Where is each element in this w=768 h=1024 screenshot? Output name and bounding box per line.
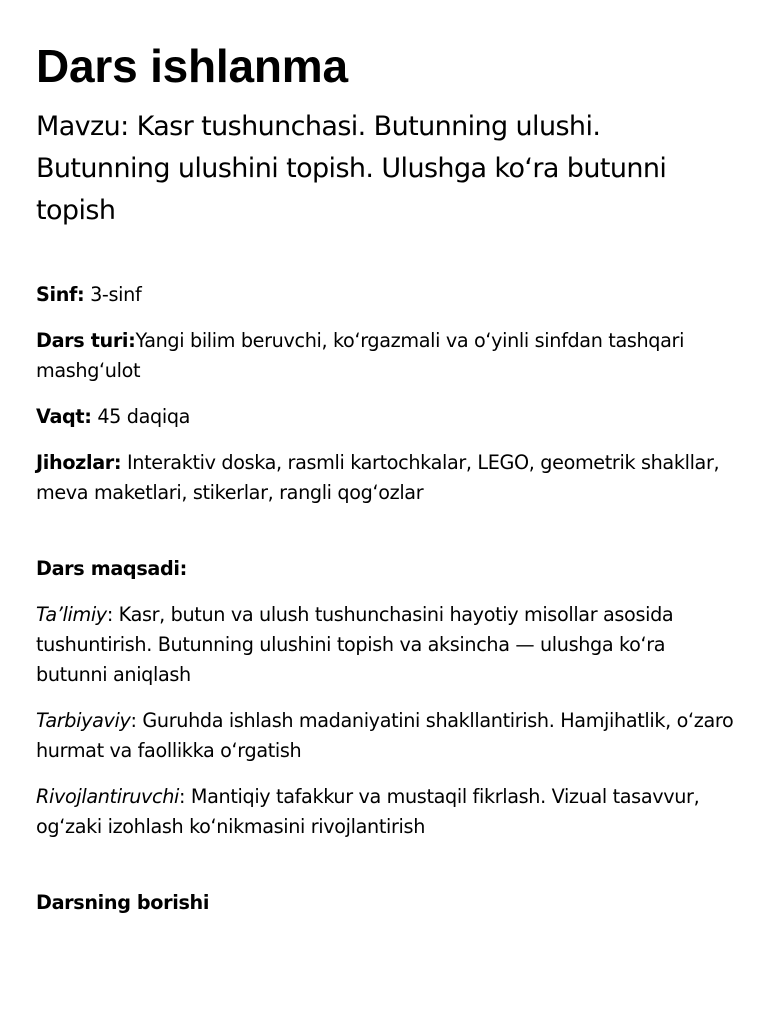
equipment-value: Interaktiv doska, rasmli kartochkalar, LEGO, geometrik shakllar, meva maketlari, stikerlar, rangli qog‘ozlar	[36, 451, 720, 504]
lesson-flow-heading-text: Darsning borishi	[36, 891, 210, 914]
grade-line	[36, 280, 736, 310]
duration-label: Vaqt:	[36, 405, 92, 428]
goals-heading-text: Dars maqsadi:	[36, 557, 187, 580]
page-title: Dars ishlanma	[36, 40, 348, 92]
document-page	[36, 38, 736, 918]
lesson-type-line	[36, 326, 736, 386]
educational-goal	[36, 600, 736, 690]
lesson-type-label: Dars turi:	[36, 329, 136, 352]
duration-value: 45 daqiqa	[91, 405, 191, 428]
grade-value: 3-sinf	[84, 283, 142, 306]
educational-goal-label: Ta’limiy	[36, 603, 107, 626]
grade-label: Sinf:	[36, 283, 85, 306]
educational-goal-text: : Kasr, butun va ulush tushunchasini hayotiy misollar asosida tushuntirish. Butunning ulushini topish va aksincha — ulushga ko‘ra butunni aniqlash	[36, 603, 674, 686]
developmental-goal	[36, 782, 736, 842]
developmental-goal-label: Rivojlantiruvchi	[36, 785, 180, 808]
equipment-label: Jihozlar:	[36, 451, 122, 474]
upbringing-goal-text: : Guruhda ishlash madaniyatini shakllantirish. Hamjihatlik, o‘zaro hurmat va faollikka o‘rgatish	[36, 709, 734, 762]
upbringing-goal-label: Tarbiyaviy	[36, 709, 131, 732]
lesson-topic: Mavzu: Kasr tushunchasi. Butunning ulushi. Butunning ulushini topish. Ulushga ko‘ra butunni topish	[36, 111, 667, 226]
developmental-goal-text: : Mantiqiy tafakkur va mustaqil fikrlash. Vizual tasavvur, og‘zaki izohlash ko‘nikmasini rivojlantirish	[36, 785, 700, 838]
upbringing-goal	[36, 706, 736, 766]
goals-heading	[36, 554, 736, 584]
equipment-line	[36, 448, 736, 508]
lesson-flow-heading	[36, 888, 736, 918]
document-body	[36, 280, 736, 918]
lesson-type-value: Yangi bilim beruvchi, ko‘rgazmali va o‘yinli sinfdan tashqari mashg‘ulot	[36, 329, 685, 382]
duration-line	[36, 402, 736, 432]
